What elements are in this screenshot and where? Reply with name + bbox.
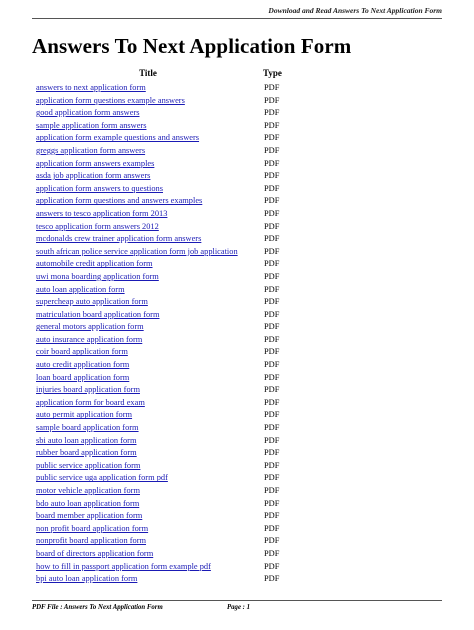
table-row: [36, 132, 446, 145]
column-header-type: Type: [263, 68, 282, 78]
file-title-link[interactable]: application form answers examples: [36, 158, 155, 168]
file-type: PDF: [264, 536, 280, 546]
table-row: [36, 208, 446, 221]
table-row: [36, 271, 446, 284]
table-row: [36, 95, 446, 108]
table-row: [36, 145, 446, 158]
file-title-link[interactable]: auto insurance application form: [36, 334, 143, 344]
table-row: [36, 372, 446, 385]
table-row: [36, 107, 446, 120]
file-title-link[interactable]: application form answers to questions: [36, 183, 163, 193]
file-type: PDF: [264, 83, 280, 92]
table-row: [36, 346, 446, 359]
file-title-link[interactable]: application form for board exam: [36, 397, 145, 407]
file-type: PDF: [264, 133, 280, 143]
table-row: [36, 296, 446, 309]
file-type: PDF: [264, 221, 280, 231]
table-row: [36, 384, 446, 397]
file-type: PDF: [264, 271, 280, 281]
file-title-link[interactable]: board of directors application form: [36, 548, 154, 558]
file-title-link[interactable]: loan board application form: [36, 372, 130, 382]
file-title-link[interactable]: rubber board application form: [36, 448, 137, 458]
file-title-link[interactable]: application form example questions and answers: [36, 133, 200, 143]
file-title-link[interactable]: bdo auto loan application form: [36, 498, 140, 508]
file-type: PDF: [264, 347, 280, 357]
file-title-link[interactable]: good application form answers: [36, 108, 140, 118]
table-row: [36, 485, 446, 498]
table-row: [36, 158, 446, 171]
table-row: [36, 561, 446, 574]
table-row: [36, 498, 446, 511]
file-title-link[interactable]: auto permit application form: [36, 410, 133, 420]
table-row: [36, 195, 446, 208]
header-divider: [32, 18, 442, 19]
file-list: [36, 82, 446, 586]
file-title-link[interactable]: application form questions example answers: [36, 95, 185, 105]
file-title-link[interactable]: sbi auto loan application form: [36, 435, 137, 445]
file-type: PDF: [264, 145, 280, 155]
file-type: PDF: [264, 322, 280, 332]
file-title-link[interactable]: automobile credit application form: [36, 259, 153, 269]
file-title-link[interactable]: sample board application form: [36, 423, 139, 433]
column-header-title: Title: [139, 68, 157, 78]
file-type: PDF: [264, 284, 280, 294]
file-title-link[interactable]: bpi auto loan application form: [36, 574, 138, 584]
file-type: PDF: [264, 410, 280, 420]
table-row: [36, 183, 446, 196]
file-type: PDF: [264, 95, 280, 105]
table-row: [36, 523, 446, 536]
table-row: [36, 472, 446, 485]
table-row: [36, 435, 446, 448]
table-row: [36, 460, 446, 473]
file-type: PDF: [264, 183, 280, 193]
table-row: [36, 422, 446, 435]
file-type: PDF: [264, 397, 280, 407]
file-type: PDF: [264, 385, 280, 395]
file-title-link[interactable]: application form questions and answers examples: [36, 196, 203, 206]
table-row: [36, 284, 446, 297]
file-type: PDF: [264, 574, 280, 584]
file-title-link[interactable]: board member application form: [36, 511, 143, 521]
file-type: PDF: [264, 234, 280, 244]
table-row: [36, 120, 446, 133]
file-title-link[interactable]: public service uga application form pdf: [36, 473, 168, 483]
file-title-link[interactable]: public service application form: [36, 460, 141, 470]
table-row: [36, 359, 446, 372]
document-title: Answers To Next Application Form: [32, 34, 352, 58]
file-type: PDF: [264, 561, 280, 571]
file-type: PDF: [264, 309, 280, 319]
file-type: PDF: [264, 460, 280, 470]
file-type: PDF: [264, 523, 280, 533]
table-row: [36, 309, 446, 322]
footer-page-number: Page : 1: [227, 604, 251, 611]
file-title-link[interactable]: matriculation board application form: [36, 309, 160, 319]
file-title-link[interactable]: uwi mona boarding application form: [36, 271, 159, 281]
running-header: Download and Read Answers To Next Application Form: [268, 6, 442, 15]
table-row: [36, 170, 446, 183]
file-title-link[interactable]: mcdonalds crew trainer application form answers: [36, 234, 202, 244]
table-row: [36, 535, 446, 548]
file-title-link[interactable]: asda job application form answers: [36, 171, 151, 181]
file-type: PDF: [264, 448, 280, 458]
table-row: [36, 409, 446, 422]
file-type: PDF: [264, 171, 280, 181]
table-row: [36, 573, 446, 586]
table-header: [32, 68, 442, 82]
file-type: PDF: [264, 423, 280, 433]
table-row: [36, 510, 446, 523]
file-type: PDF: [264, 360, 280, 370]
file-type: PDF: [264, 548, 280, 558]
table-row: [36, 334, 446, 347]
footer-divider: [32, 600, 442, 601]
file-type: PDF: [264, 108, 280, 118]
file-title-link[interactable]: auto loan application form: [36, 284, 125, 294]
file-type: PDF: [264, 196, 280, 206]
table-row: [36, 258, 446, 271]
file-title-link[interactable]: nonprofit board application form: [36, 536, 147, 546]
table-row: [36, 447, 446, 460]
table-row: [36, 82, 446, 95]
file-title-link[interactable]: motor vehicle application form: [36, 486, 140, 495]
file-title-link[interactable]: tesco application form answers 2012: [36, 221, 159, 231]
file-title-link[interactable]: auto credit application form: [36, 360, 130, 370]
file-title-link[interactable]: greggs application form answers: [36, 145, 146, 155]
table-row: [36, 321, 446, 334]
file-type: PDF: [264, 208, 280, 218]
file-title-link[interactable]: general motors application form: [36, 322, 144, 332]
table-row: [36, 548, 446, 561]
file-type: PDF: [264, 372, 280, 382]
footer-file-label: PDF File : Answers To Next Application Form: [32, 604, 163, 611]
file-title-link[interactable]: coir board application form: [36, 347, 128, 357]
file-type: PDF: [264, 120, 280, 130]
file-type: PDF: [264, 511, 280, 521]
file-title-link[interactable]: south african police service application form job application: [36, 246, 238, 256]
file-type: PDF: [264, 334, 280, 344]
file-type: PDF: [264, 498, 280, 508]
table-row: [36, 246, 446, 259]
file-title-link[interactable]: answers to tesco application form 2013: [36, 208, 168, 218]
file-type: PDF: [264, 435, 280, 445]
file-type: PDF: [264, 158, 280, 168]
file-title-link[interactable]: injuries board application form: [36, 385, 140, 395]
file-type: PDF: [264, 246, 280, 256]
file-title-link[interactable]: supercheap auto application form: [36, 297, 148, 307]
file-type: PDF: [264, 486, 280, 495]
file-title-link[interactable]: non profit board application form: [36, 523, 149, 533]
table-row: [36, 233, 446, 246]
file-type: PDF: [264, 259, 280, 269]
file-title-link[interactable]: how to fill in passport application form example pdf: [36, 561, 211, 571]
table-row: [36, 221, 446, 234]
file-title-link[interactable]: sample application form answers: [36, 120, 147, 130]
file-type: PDF: [264, 297, 280, 307]
file-title-link[interactable]: answers to next application form: [36, 83, 146, 92]
file-type: PDF: [264, 473, 280, 483]
table-row: [36, 397, 446, 410]
